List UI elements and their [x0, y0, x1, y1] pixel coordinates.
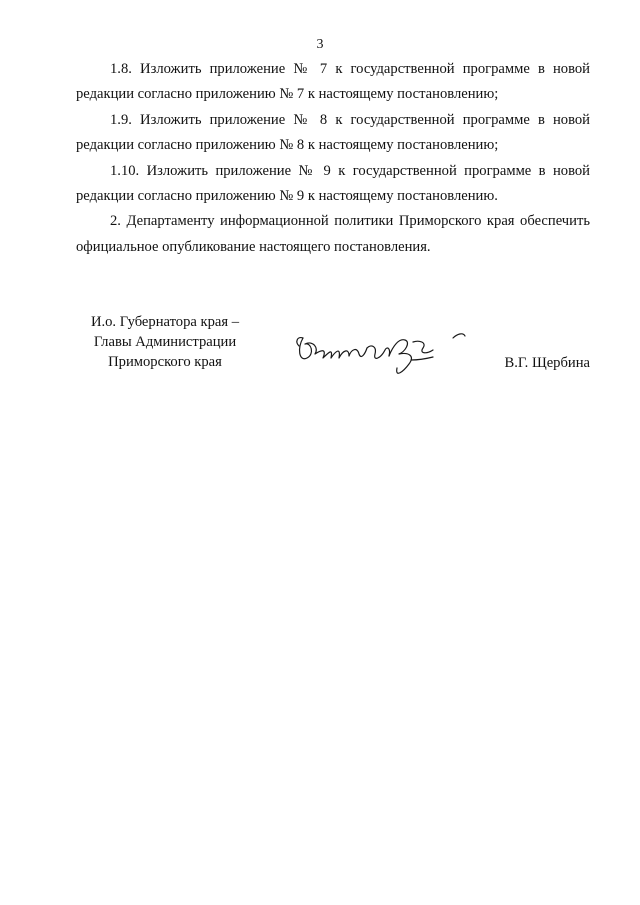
- paragraph-2: [76, 209, 590, 260]
- signatory-title-line: И.о. Губернатора края –: [90, 314, 240, 330]
- page-number: 3: [316, 37, 324, 52]
- document-body: [76, 57, 590, 260]
- paragraph-line: 1.10. Изложить приложение № 9 к государственной программе в новой: [110, 162, 590, 179]
- paragraph-line: официальное опубликование настоящего постановления.: [76, 238, 431, 255]
- paragraph-line: редакции согласно приложению № 9 к настоящему постановлению.: [76, 188, 498, 205]
- paragraph-line: 1.9. Изложить приложение № 8 к государственной программе в новой: [110, 111, 590, 128]
- paragraph-1-9: [76, 108, 590, 159]
- signatory-name: В.Г. Щербина: [504, 355, 590, 371]
- signatory-title: [76, 312, 254, 372]
- paragraph-line: 2. Департаменту информационной политики Приморского края обеспечить: [110, 213, 590, 230]
- paragraph-line: 1.8. Изложить приложение № 7 к государственной программе в новой: [110, 61, 590, 77]
- paragraph-1-10: [76, 159, 590, 210]
- signature-block: [76, 312, 590, 382]
- handwritten-signature: [293, 324, 473, 382]
- paragraph-line: редакции согласно приложению № 7 к настоящему постановлению;: [76, 86, 499, 103]
- paragraph-line: редакции согласно приложению № 8 к настоящему постановлению;: [76, 137, 499, 154]
- signatory-title-line: Главы Администрации: [93, 334, 237, 350]
- paragraph-1-8: [76, 57, 590, 108]
- signatory-title-line: Приморского края: [108, 354, 222, 370]
